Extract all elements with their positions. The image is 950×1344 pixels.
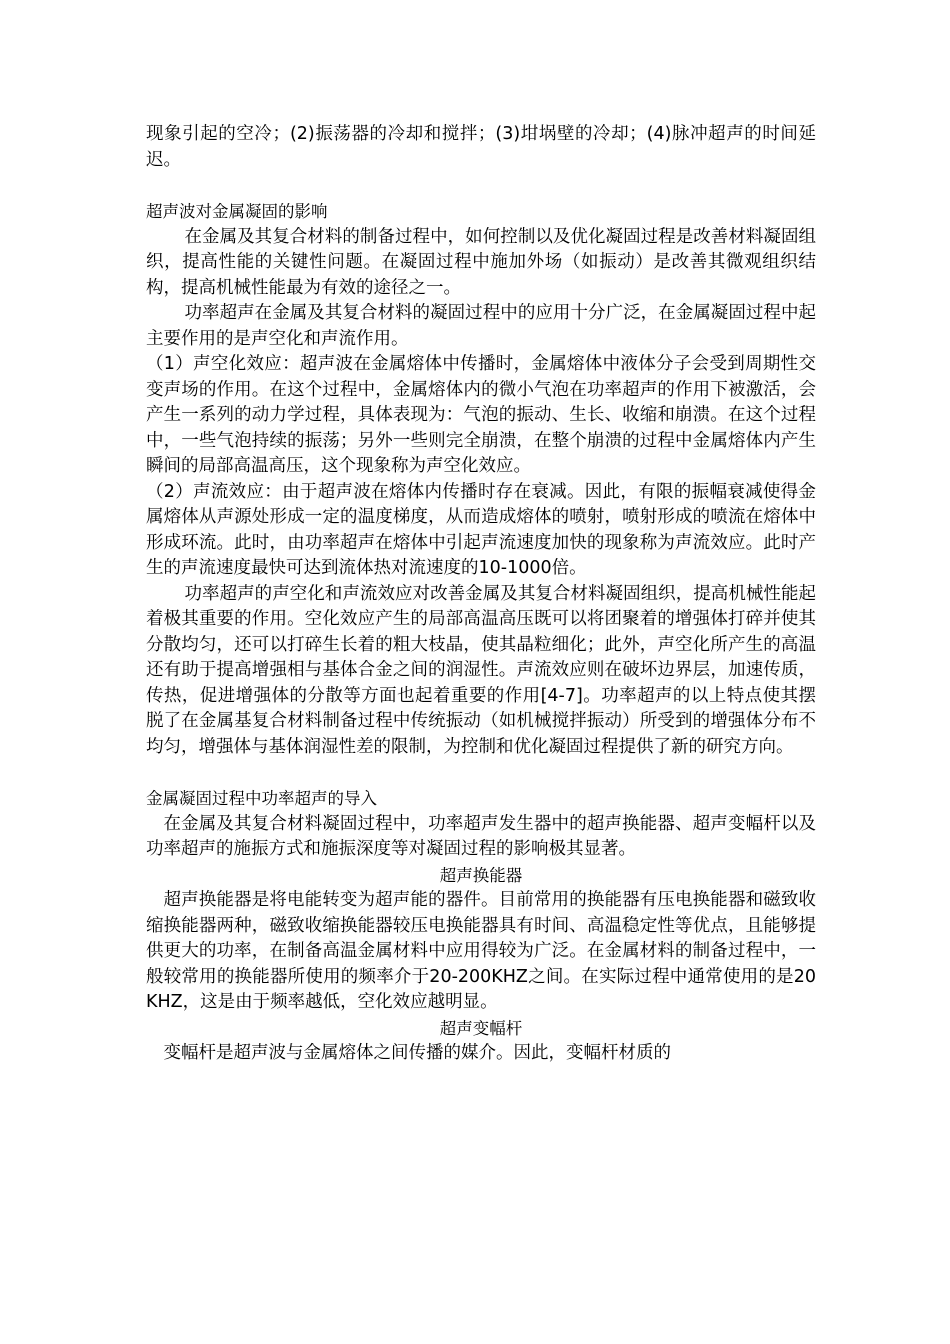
document-page (146, 122, 816, 1067)
paragraph: 在金属及其复合材料的制备过程中，如何控制以及优化凝固过程是改善材料凝固组织，提高性能的关键性问题。在凝固过程中施加外场（如振动）是改善其微观组织结构，提高机械性能最为有效的途径之一。 (146, 226, 816, 298)
paragraph: 功率超声的声空化和声流效应对改善金属及其复合材料凝固组织，提高机械性能起着极其重要的作用。空化效应产生的局部高温高压既可以将团聚着的增强体打碎并使其分散均匀，还可以打碎生长着的粗大枝晶，使其晶粒细化；此外，声空化所产生的高温还有助于提高增强相与基体合金之间的润湿性。声流效应则在破坏边界层，加速传质，传热，促进增强体的分散等方面也起着重要的作用[4-7]。功率超声的以上特点使其摆脱了在金属基复合材料制备过程中传统振动（如机械搅拌振动）所受到的增强体分布不均匀，增强体与基体润湿性差的限制，为控制和优化凝固过程提供了新的研究方向。 (146, 583, 816, 757)
spacer (146, 760, 816, 786)
paragraph-cavitation-effect: （1）声空化效应：超声波在金属熔体中传播时，金属熔体中液体分子会受到周期性交变声场的作用。在这个过程中，金属熔体内的微小气泡在功率超声的作用下被激活，会产生一系列的动力学过程，具体表现为：气泡的振动、生长、收缩和崩溃。在这个过程中，一些气泡持续的振荡；另外一些则完全崩溃，在整个崩溃的过程中金属熔体内产生瞬间的局部高温高压，这个现象称为声空化效应。 (146, 354, 816, 476)
subheading-transducer: 超声换能器 (439, 865, 523, 885)
paragraph-horn: 变幅杆是超声波与金属熔体之间传播的媒介。因此，变幅杆材质的 (163, 1043, 671, 1063)
intro-paragraph: 现象引起的空冷；(2)振荡器的冷却和搅拌；(3)坩埚壁的冷却；(4)脉冲超声的时间延迟。 (146, 124, 816, 170)
spacer (146, 173, 816, 199)
paragraph-acoustic-streaming: （2）声流效应：由于超声波在熔体内传播时存在衰减。因此，有限的振幅衰减使得金属熔体从声源处形成一定的温度梯度，从而造成熔体的喷射，喷射形成的喷流在熔体中形成环流。此时，由功率超声在熔体中引起声流速度加快的现象称为声流效应。此时产生的声流速度最快可达到流体热对流速度的10-1000倍。 (146, 481, 816, 578)
section-heading-ultrasound-solidification: 超声波对金属凝固的影响 (146, 202, 328, 221)
section-heading-ultrasound-introduction: 金属凝固过程中功率超声的导入 (146, 789, 377, 808)
subheading-horn: 超声变幅杆 (439, 1018, 523, 1038)
paragraph-transducer: 超声换能器是将电能转变为超声能的器件。目前常用的换能器有压电换能器和磁致收缩换能器两种，磁致收缩换能器较压电换能器具有时间、高温稳定性等优点，且能够提供更大的功率，在制备高温金属材料中应用得较为广泛。在金属材料的制备过程中，一般较常用的换能器所使用的频率介于20-200KHZ之间。在实际过程中通常使用的是20KHZ，这是由于频率越低，空化效应越明显。 (146, 890, 816, 1012)
paragraph: 功率超声在金属及其复合材料的凝固过程中的应用十分广泛，在金属凝固过程中起主要作用的是声空化和声流作用。 (146, 303, 816, 349)
paragraph: 在金属及其复合材料凝固过程中，功率超声发生器中的超声换能器、超声变幅杆以及功率超声的施振方式和施振深度等对凝固过程的影响极其显著。 (146, 813, 816, 859)
